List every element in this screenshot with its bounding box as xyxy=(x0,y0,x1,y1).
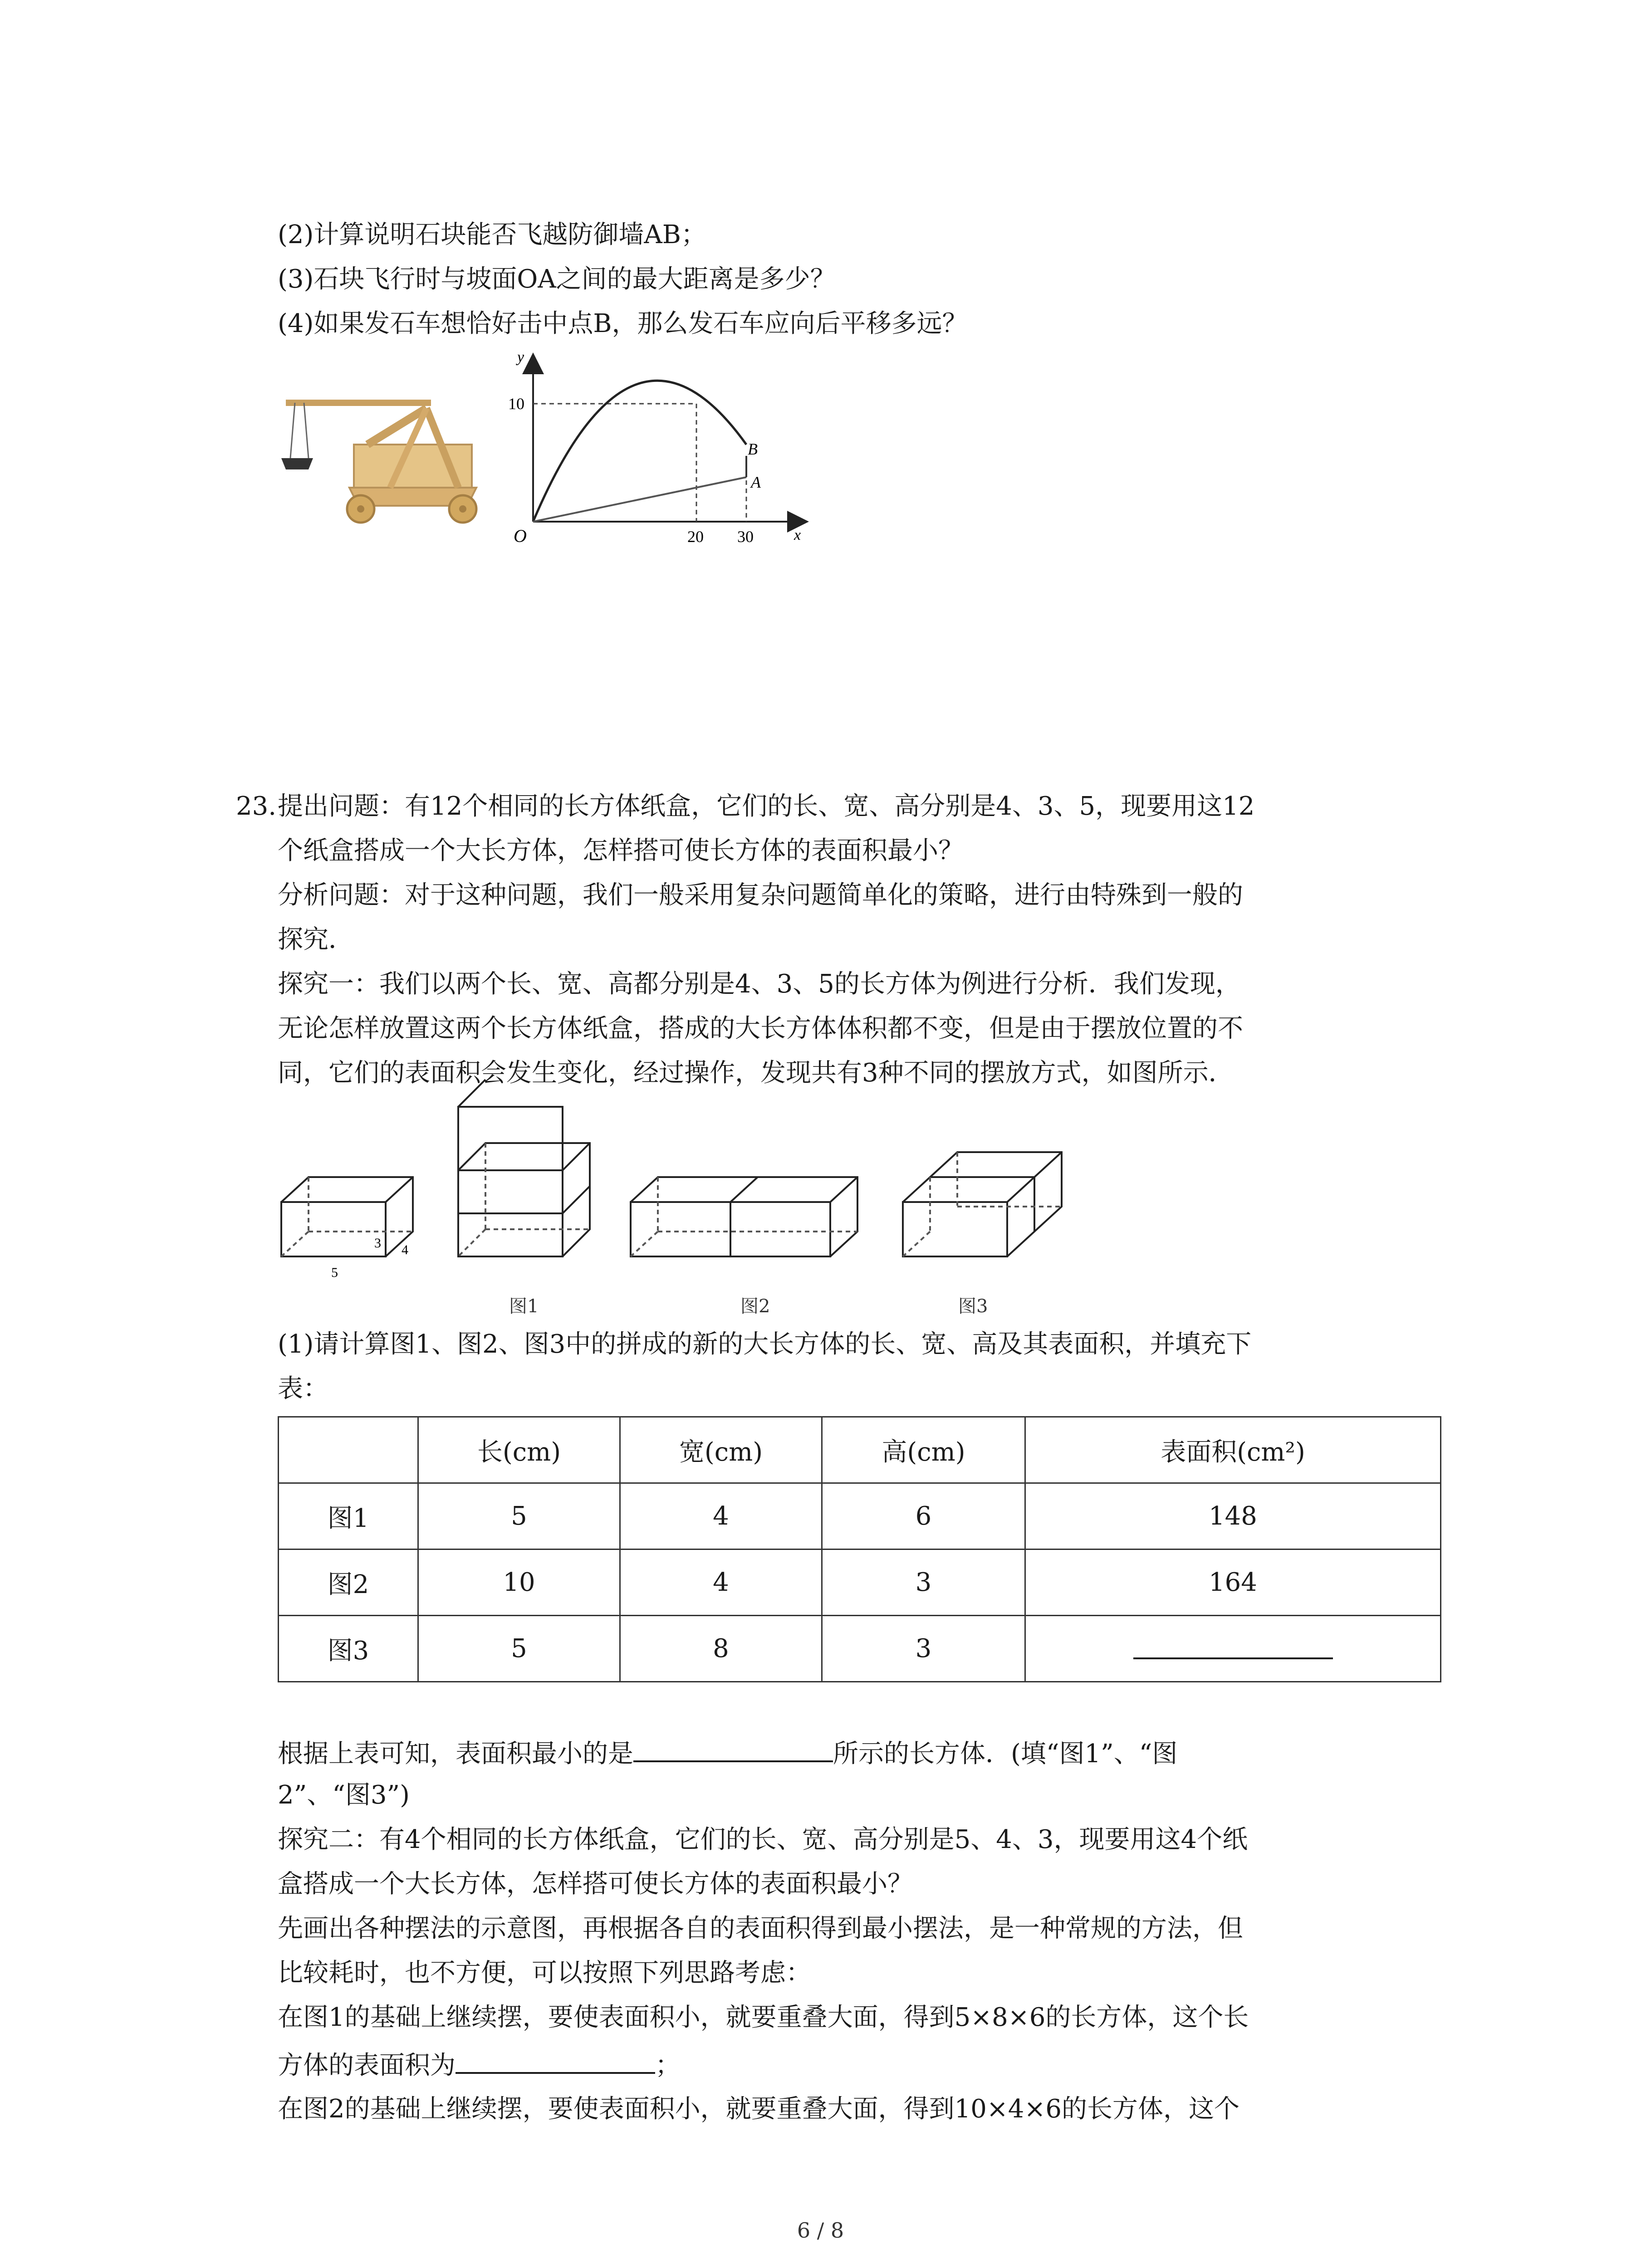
q23-after-table-b: 2”、“图3”) xyxy=(278,1780,410,1810)
figure-2-boxes xyxy=(631,1177,857,1256)
q23-p2b: 探究． xyxy=(278,925,354,954)
q23-e2b: 盒搭成一个大长方体，怎样搭可使长方体的表面积最小？ xyxy=(278,1869,913,1899)
table-cell: 5 xyxy=(418,1616,620,1682)
table-cell: 10 xyxy=(418,1549,620,1616)
q23-number: 23. xyxy=(236,792,277,821)
origin-label: O xyxy=(514,526,527,546)
answer-blank[interactable] xyxy=(633,1735,833,1762)
table-cell: 图3 xyxy=(279,1616,418,1682)
slope-line-oa xyxy=(533,477,746,522)
table-cell: 8 xyxy=(620,1616,822,1682)
q23-task1b: 表： xyxy=(278,1374,328,1403)
x-axis-label: x xyxy=(794,527,801,543)
q23-e3b: 比较耗时，也不方便，可以按照下列思路考虑： xyxy=(278,1958,811,1988)
catapult-image xyxy=(277,390,490,526)
table-cell: 164 xyxy=(1025,1549,1441,1616)
table-cell: 3 xyxy=(822,1549,1025,1616)
figure-1-label: 图1 xyxy=(509,1296,539,1317)
page-number: 6 / 8 xyxy=(797,2218,844,2243)
answer-blank[interactable] xyxy=(1133,1632,1333,1659)
q22-part3: (3)石块飞行时与坡面OA之间的最大距离是多少？ xyxy=(278,264,836,294)
dim-3-label: 3 xyxy=(374,1236,381,1251)
q23-e2a: 探究二：有4个相同的长方体纸盒，它们的长、宽、高分别是5、4、3，现要用这4个纸 xyxy=(278,1825,1248,1854)
q23-e4b xyxy=(278,2047,681,2082)
after-table-text-1: 根据上表可知，表面积最小的是 xyxy=(278,1739,633,1769)
q22-part4: (4)如果发石车想恰好击中点B，那么发石车应向后平移多远？ xyxy=(278,309,968,338)
table-header-cell: 宽(cm) xyxy=(620,1417,822,1483)
point-b-label: B xyxy=(748,440,758,458)
table-cell: 图2 xyxy=(279,1549,418,1616)
box-figures xyxy=(272,1098,1071,1288)
figure-3-label: 图3 xyxy=(958,1296,988,1317)
table-header-cell: 高(cm) xyxy=(822,1417,1025,1483)
table-cell: 148 xyxy=(1025,1483,1441,1549)
y-axis-label: y xyxy=(517,349,524,366)
figure-3-boxes xyxy=(903,1152,1062,1256)
q23-e4a: 在图1的基础上继续摆，要使表面积小，就要重叠大面，得到5×8×6的长方体，这个长 xyxy=(278,2003,1249,2032)
table-cell: 6 xyxy=(822,1483,1025,1549)
e4b-text-1: 方体的表面积为 xyxy=(278,2051,456,2080)
q23-p3c: 同，它们的表面积会发生变化，经过操作，发现共有3种不同的摆放方式，如图所示． xyxy=(278,1058,1234,1088)
y-tick-10: 10 xyxy=(508,395,524,413)
table-cell: 图1 xyxy=(279,1483,418,1549)
table-cell: 5 xyxy=(418,1483,620,1549)
q23-p1a: 提出问题：有12个相同的长方体纸盒，它们的长、宽、高分别是4、3、5，现要用这12 xyxy=(278,792,1255,821)
table-row xyxy=(279,1616,1441,1682)
table-header-cell xyxy=(279,1417,418,1483)
q23-p2a: 分析问题：对于这种问题，我们一般采用复杂问题简单化的策略，进行由特殊到一般的 xyxy=(278,880,1243,910)
after-table-text-2: 所示的长方体．(填“图1”、“图 xyxy=(833,1739,1178,1769)
table-row xyxy=(279,1549,1441,1616)
x-tick-20: 20 xyxy=(687,528,704,546)
figure-1-stack xyxy=(458,1080,590,1256)
figure-1-box xyxy=(281,1177,413,1256)
figure-2-label: 图2 xyxy=(740,1296,770,1317)
answer-blank[interactable] xyxy=(456,2047,655,2074)
q23-task1a: (1)请计算图1、图2、图3中的拼成的新的大长方体的长、宽、高及其表面积，并填充下 xyxy=(278,1330,1252,1359)
q22-part2: (2)计算说明石块能否飞越防御墙AB； xyxy=(278,220,706,249)
q23-e5a: 在图2的基础上继续摆，要使表面积小，就要重叠大面，得到10×4×6的长方体，这个 xyxy=(278,2094,1239,2124)
table-answer-cell[interactable] xyxy=(1025,1616,1441,1682)
point-a-label: A xyxy=(751,473,761,491)
trajectory-graph xyxy=(508,349,817,558)
dim-4-label: 4 xyxy=(402,1242,408,1257)
table-header-cell: 表面积(cm²) xyxy=(1025,1417,1441,1483)
q23-p1b: 个纸盒搭成一个大长方体，怎样搭可使长方体的表面积最小？ xyxy=(278,836,964,865)
table-row xyxy=(279,1483,1441,1549)
table-header-row xyxy=(279,1417,1441,1483)
table-header-cell: 长(cm) xyxy=(418,1417,620,1483)
q23-p3b: 无论怎样放置这两个长方体纸盒，搭成的大长方体体积都不变，但是由于摆放位置的不 xyxy=(278,1014,1243,1043)
dim-5-label: 5 xyxy=(331,1265,338,1280)
dimensions-table xyxy=(278,1416,1441,1682)
trajectory-curve xyxy=(533,381,746,522)
x-tick-30: 30 xyxy=(737,528,754,546)
q23-after-table-a xyxy=(278,1735,1177,1770)
q23-e3a: 先画出各种摆法的示意图，再根据各自的表面积得到最小摆法，是一种常规的方法，但 xyxy=(278,1914,1243,1943)
table-cell: 4 xyxy=(620,1549,822,1616)
e4b-text-2: ； xyxy=(655,2051,681,2080)
q23-p3a: 探究一：我们以两个长、宽、高都分别是4、3、5的长方体为例进行分析．我们发现， xyxy=(278,969,1241,999)
table-cell: 4 xyxy=(620,1483,822,1549)
table-cell: 3 xyxy=(822,1616,1025,1682)
